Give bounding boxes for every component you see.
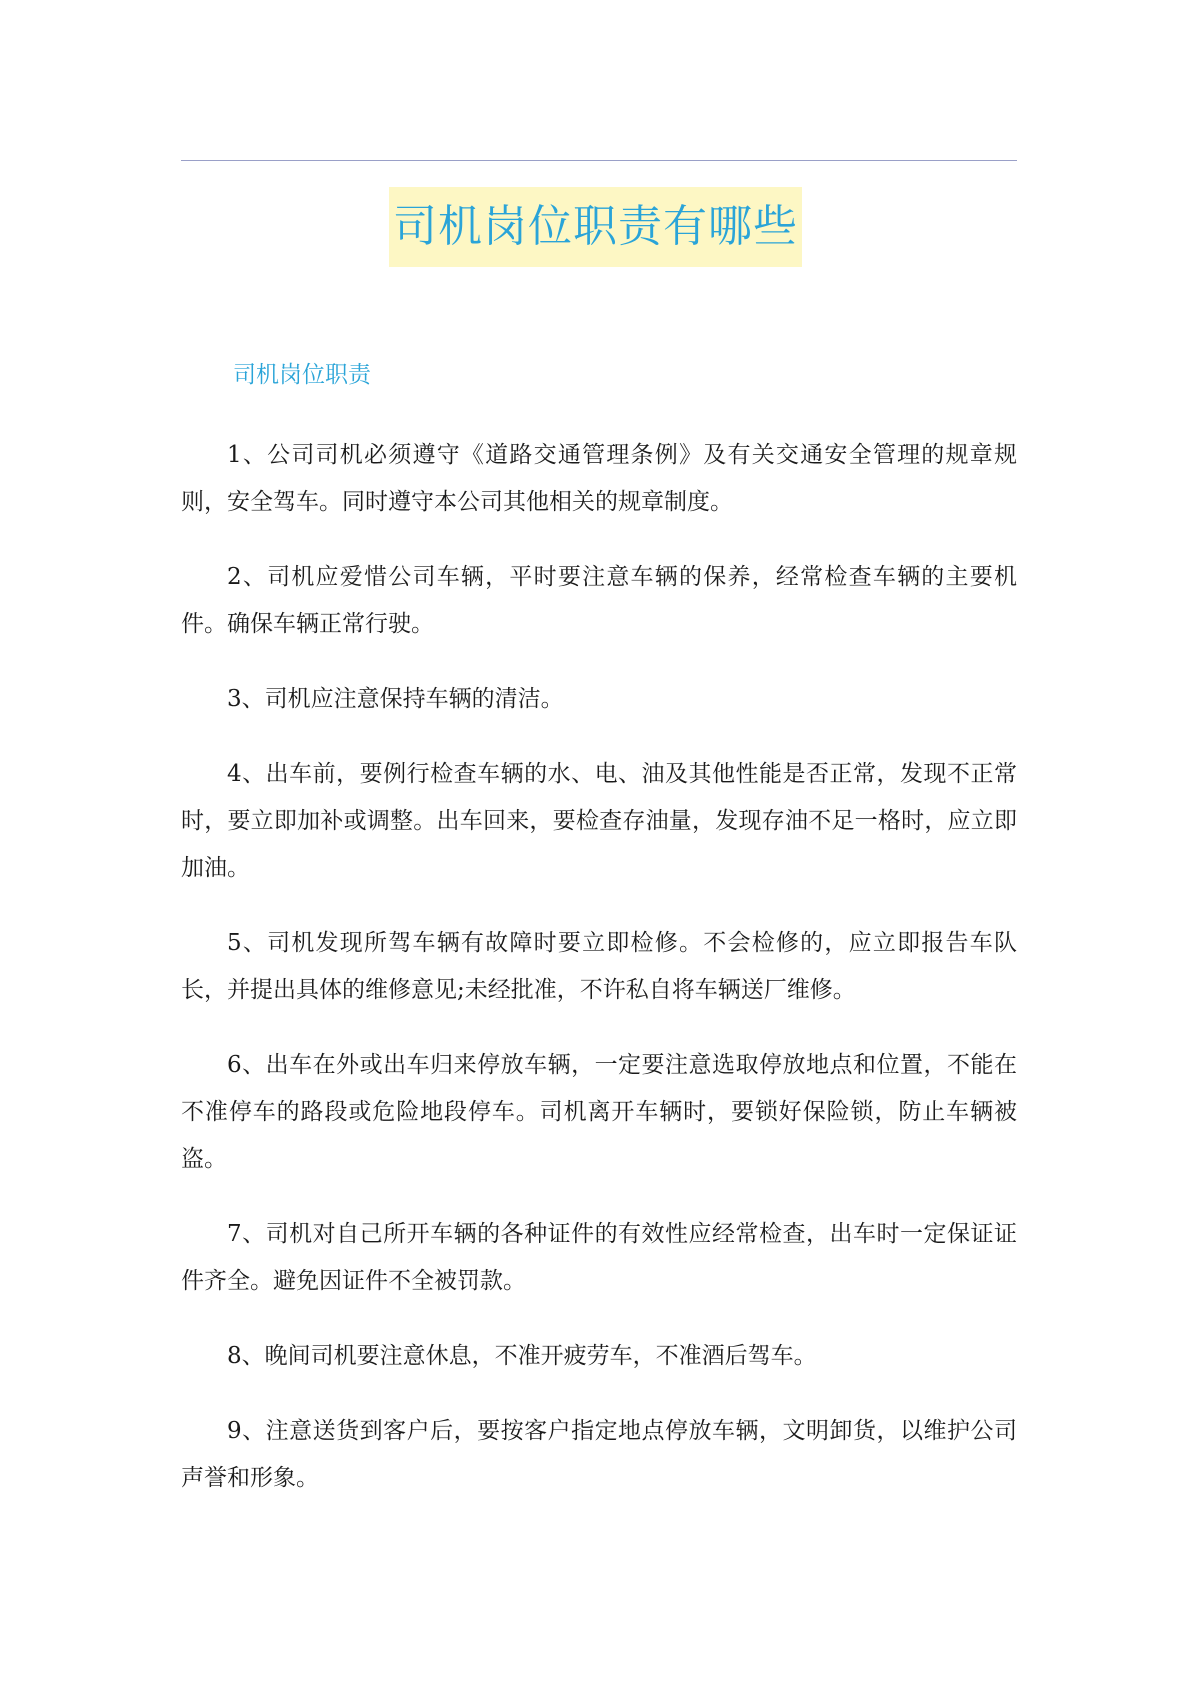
paragraph: 3、司机应注意保持车辆的清洁。 xyxy=(227,686,564,712)
section-heading: 司机岗位职责 xyxy=(233,362,371,388)
document-title: 司机岗位职责有哪些 xyxy=(389,187,802,267)
header-rule xyxy=(181,160,1017,161)
paragraph: 6、出车在外或出车归来停放车辆，一定要注意选取停放地点和位置，不能在不准停车的路段或危险地段停车。司机离开车辆时，要锁好保险锁，防止车辆被盗。 xyxy=(181,1052,1017,1172)
paragraph: 1、公司司机必须遵守《道路交通管理条例》及有关交通安全管理的规章规则，安全驾车。同时遵守本公司其他相关的规章制度。 xyxy=(181,442,1017,515)
paragraph: 4、出车前，要例行检查车辆的水、电、油及其他性能是否正常，发现不正常时，要立即加补或调整。出车回来，要检查存油量，发现存油不足一格时，应立即加油。 xyxy=(181,761,1017,881)
paragraph: 5、司机发现所驾车辆有故障时要立即检修。不会检修的，应立即报告车队长，并提出具体的维修意见;未经批准，不许私自将车辆送厂维修。 xyxy=(181,930,1017,1003)
paragraph: 7、司机对自己所开车辆的各种证件的有效性应经常检查，出车时一定保证证件齐全。避免因证件不全被罚款。 xyxy=(181,1221,1017,1294)
document-body xyxy=(181,432,1017,1530)
paragraph: 9、注意送货到客户后，要按客户指定地点停放车辆，文明卸货，以维护公司声誉和形象。 xyxy=(181,1418,1017,1491)
paragraph: 2、司机应爱惜公司车辆，平时要注意车辆的保养，经常检查车辆的主要机件。确保车辆正常行驶。 xyxy=(181,564,1017,637)
paragraph: 8、晚间司机要注意休息，不准开疲劳车，不准酒后驾车。 xyxy=(227,1343,817,1369)
title-container xyxy=(0,187,1191,267)
